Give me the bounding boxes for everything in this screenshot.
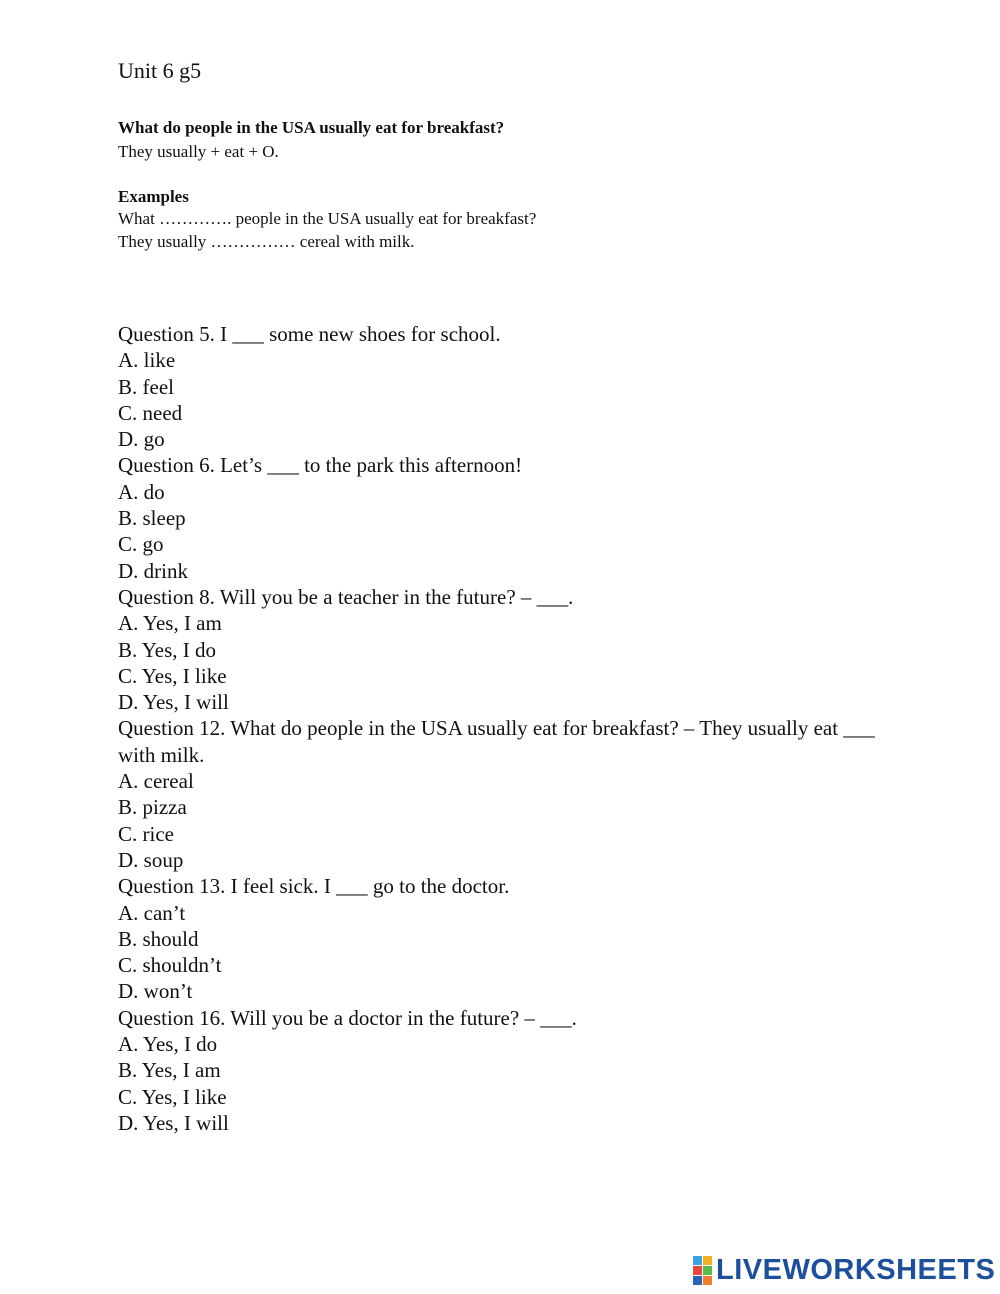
- answer-option[interactable]: D. won’t: [118, 979, 193, 1004]
- answer-option[interactable]: A. Yes, I am: [118, 611, 222, 636]
- question-text: Question 13. I feel sick. I ___ go to the doctor.: [118, 874, 510, 899]
- answer-option[interactable]: A. can’t: [118, 900, 186, 925]
- answer-option[interactable]: C. Yes, I like: [118, 663, 227, 688]
- answer-option[interactable]: D. drink: [118, 558, 188, 583]
- question-list: [118, 321, 888, 1136]
- answer-option[interactable]: C. shouldn’t: [118, 953, 222, 978]
- answer-option[interactable]: A. cereal: [118, 769, 194, 794]
- answer-option[interactable]: D. Yes, I will: [118, 690, 229, 715]
- answer-option[interactable]: D. soup: [118, 847, 184, 872]
- answer-option[interactable]: C. need: [118, 400, 183, 425]
- answer-option[interactable]: C. rice: [118, 821, 174, 846]
- logo-tile: [693, 1266, 702, 1275]
- logo-mark-icon: [693, 1256, 712, 1285]
- answer-option[interactable]: B. feel: [118, 374, 174, 399]
- liveworksheets-logo: [693, 1255, 995, 1285]
- intro-question: What do people in the USA usually eat for breakfast?: [118, 118, 505, 137]
- answer-option[interactable]: B. pizza: [118, 795, 187, 820]
- question-block: [118, 584, 888, 715]
- answer-option[interactable]: B. Yes, I do: [118, 637, 217, 662]
- example-answer: They usually …………… cereal with milk.: [118, 232, 415, 251]
- question-block: [118, 873, 888, 1004]
- answer-option[interactable]: A. do: [118, 479, 165, 504]
- answer-option[interactable]: A. Yes, I do: [118, 1032, 218, 1057]
- question-block: [118, 321, 888, 452]
- answer-option[interactable]: A. like: [118, 348, 176, 373]
- question-block: [118, 452, 888, 583]
- logo-tile: [693, 1276, 702, 1285]
- answer-option[interactable]: C. go: [118, 532, 164, 557]
- question-block: [118, 715, 888, 873]
- answer-option[interactable]: B. sleep: [118, 506, 186, 531]
- answer-option[interactable]: D. Yes, I will: [118, 1110, 229, 1135]
- question-text: Question 6. Let’s ___ to the park this afternoon!: [118, 453, 523, 478]
- answer-option[interactable]: B. should: [118, 926, 199, 951]
- logo-tile: [703, 1266, 712, 1275]
- logo-tile: [703, 1256, 712, 1265]
- logo-tile: [693, 1256, 702, 1265]
- question-text: Question 5. I ___ some new shoes for school.: [118, 322, 501, 346]
- question-text: Question 8. Will you be a teacher in the future? – ___.: [118, 584, 574, 609]
- answer-option[interactable]: C. Yes, I like: [118, 1084, 227, 1109]
- intro-structure: They usually + eat + O.: [118, 142, 279, 161]
- worksheet-title: Unit 6 g5: [118, 58, 202, 83]
- answer-option[interactable]: B. Yes, I am: [118, 1058, 221, 1083]
- examples-label: Examples: [118, 187, 189, 206]
- answer-option[interactable]: D. go: [118, 427, 165, 452]
- example-question: What …………. people in the USA usually eat for breakfast?: [118, 209, 537, 228]
- logo-text: LIVEWORKSHEETS: [716, 1253, 996, 1286]
- question-block: [118, 1005, 888, 1136]
- logo-tile: [703, 1276, 712, 1285]
- question-text: Question 16. Will you be a doctor in the future? – ___.: [118, 1005, 577, 1030]
- question-text: Question 12. What do people in the USA usually eat for breakfast? – They usually eat ___ with milk.: [118, 716, 875, 767]
